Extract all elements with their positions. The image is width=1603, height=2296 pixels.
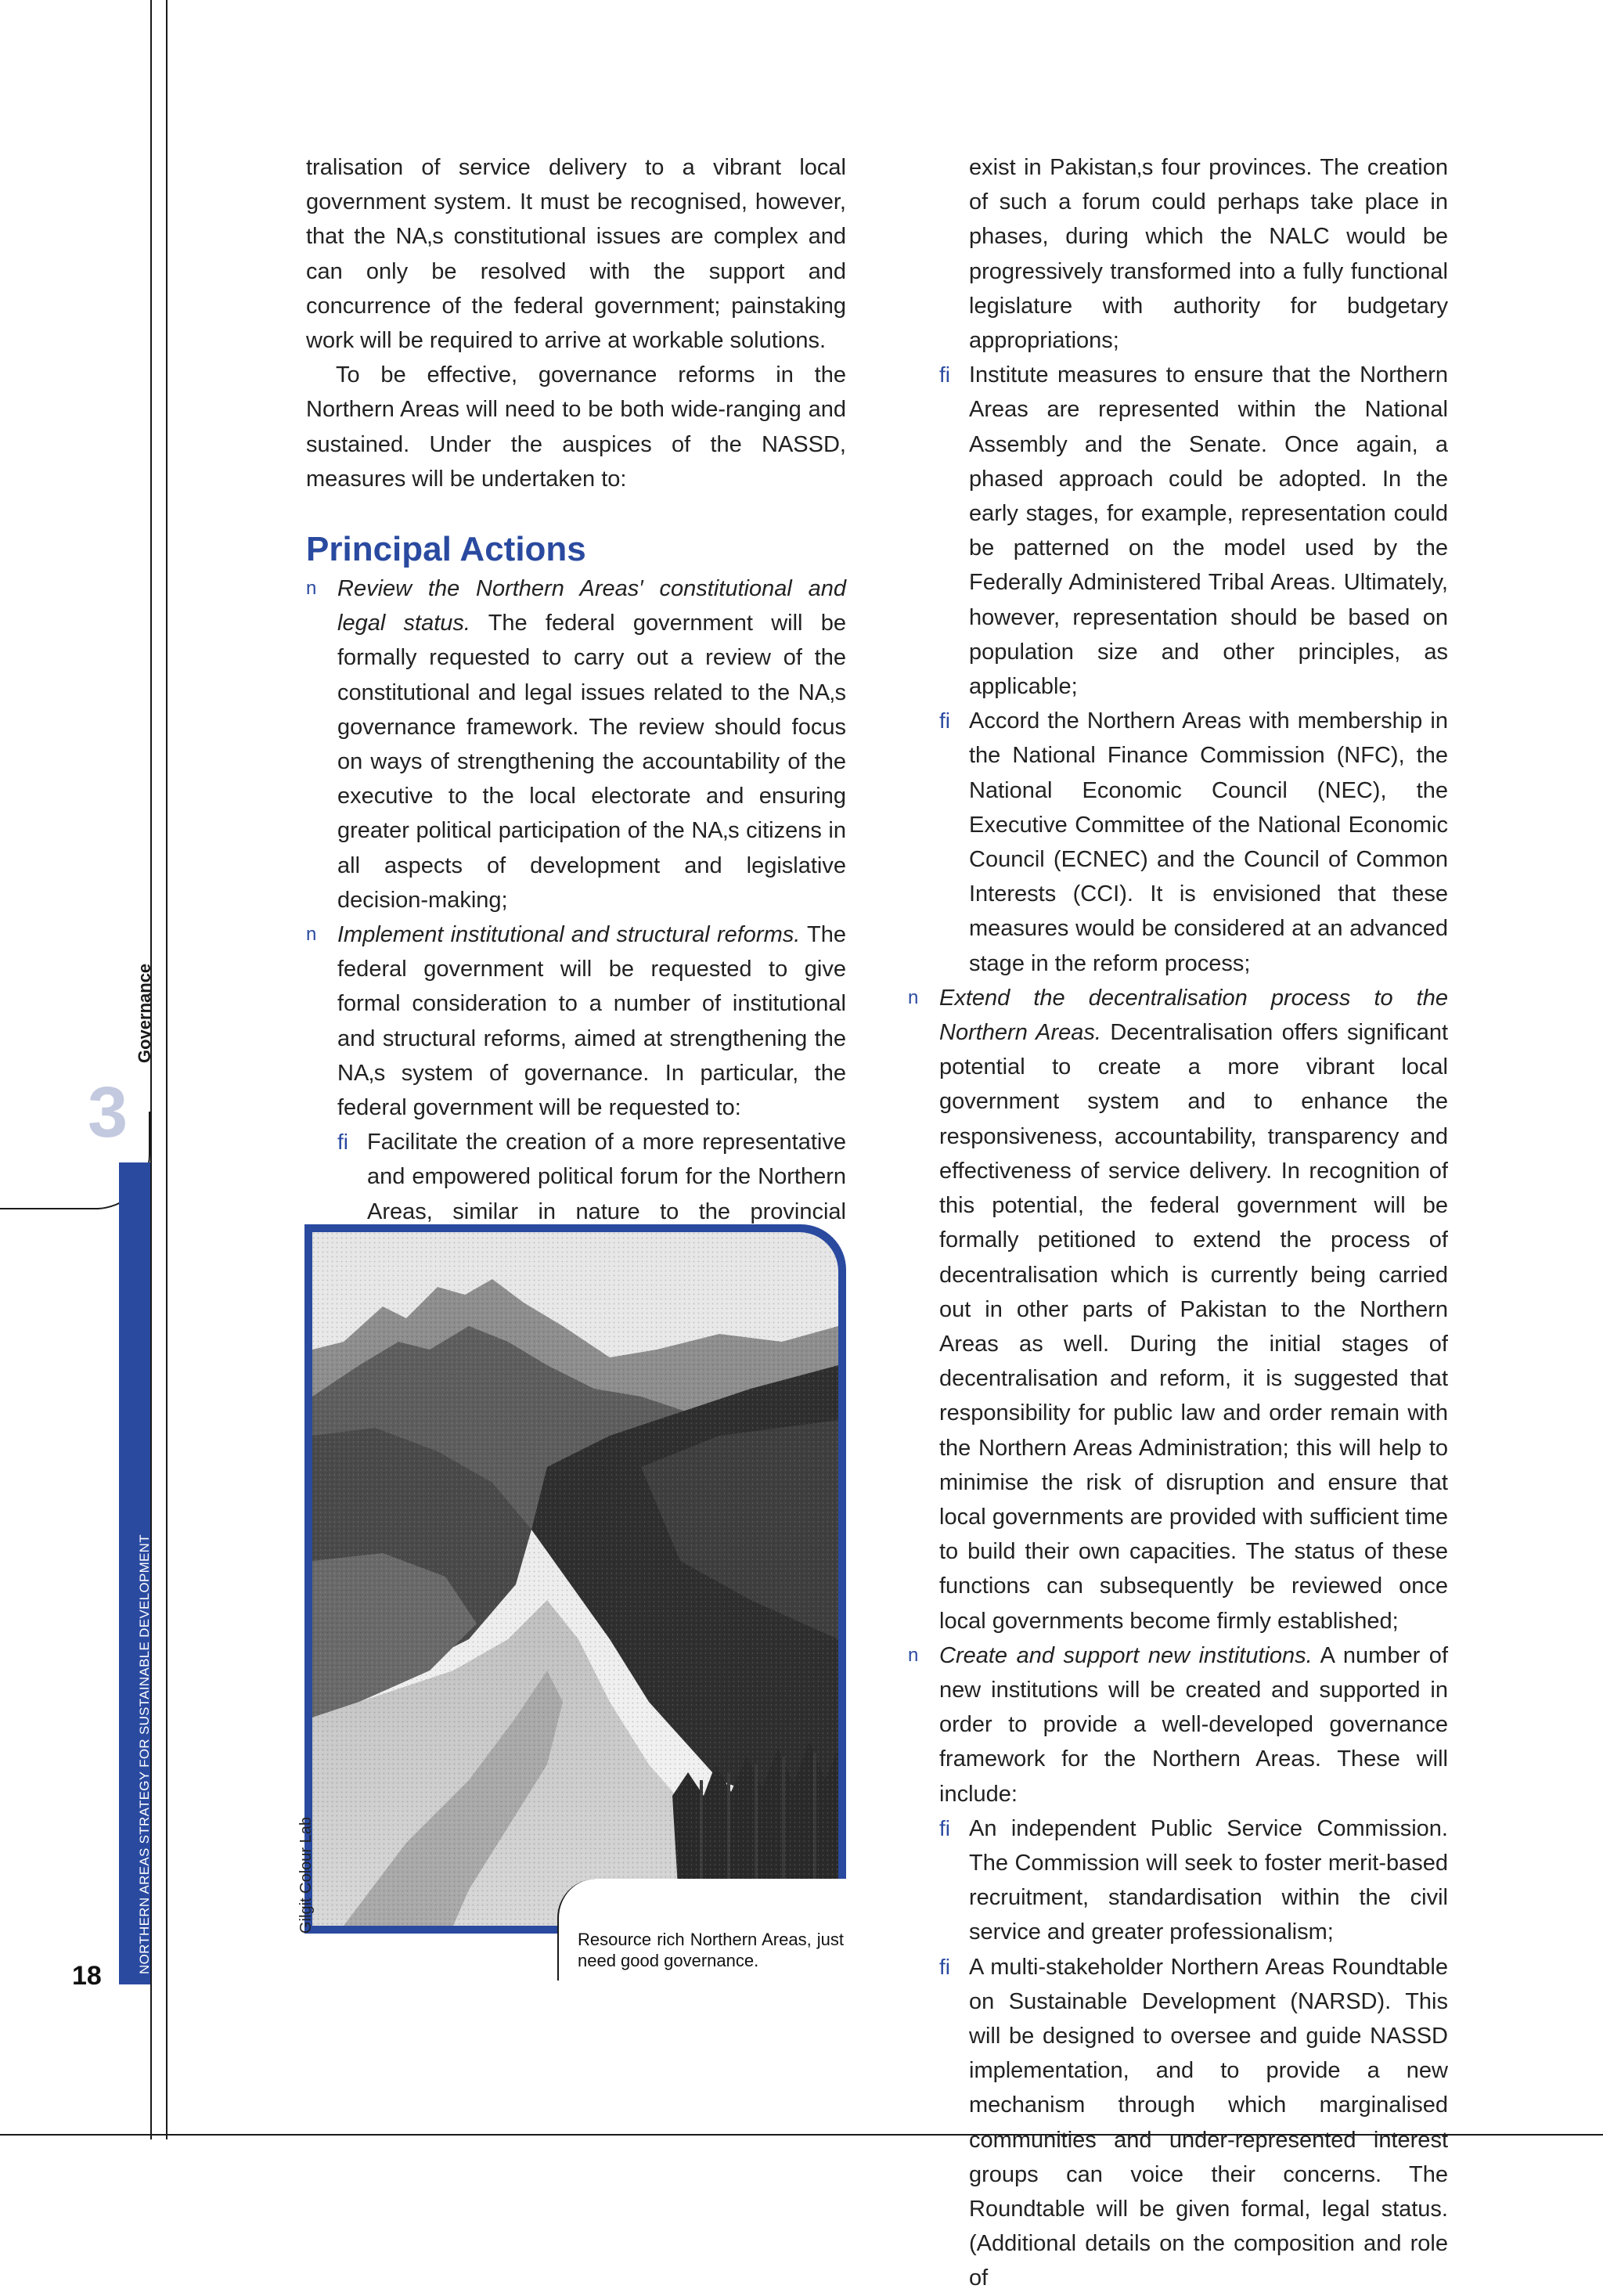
bullet-icon: n (908, 1644, 919, 1666)
list-item (908, 150, 1448, 981)
sub-list (939, 150, 1448, 981)
action-text: The federal government will be requested to give formal consideration to a number of institutional and structural reforms, aimed at strengthening the NA‚s system of governance. In particular, the federal government will be requested to: (337, 922, 846, 1121)
action-title: Implement institutional and structural reforms. (337, 922, 801, 948)
sub-list-item (939, 1950, 1448, 2296)
sub-item-text: exist in Pakistan‚s four provinces. The creation of such a forum could perhaps take place in phases, during which the NALC would be progressively transformed into a fully functional legislature with authority for budgetary appropriations; (969, 155, 1448, 354)
action-title: Create and support new institutions. (939, 1642, 1313, 1668)
right-column (908, 150, 1448, 2296)
sub-bullet-icon: fi (939, 1954, 950, 1979)
sub-bullet-icon: fi (939, 708, 950, 733)
sub-list-item (939, 1811, 1448, 1950)
principal-actions-list (306, 571, 846, 1263)
sub-bullet-icon: fi (337, 1130, 348, 1155)
action-text: The federal government will be formally requested to carry out a review of the constitutional and legal issues related to the NA‚s governance framework. The review should focus on ways of strengthening the accountability of the executive to the local electorate and ensuring greater political participation of the NA‚s citizens in all aspects of development and legislative decision-making; (337, 611, 846, 913)
sub-bullet-icon: fi (939, 1815, 950, 1840)
bullet-icon: n (306, 924, 317, 946)
chapter-number: 3 (88, 1072, 128, 1152)
sub-item-text: Accord the Northern Areas with membership in the National Finance Commission (NFC), the National Economic Council (NEC), the Executive Committee of the National Economic Council (ECNEC) and the Council of Common Interests (CCI). It is envisioned that these measures would be considered at an advanced stage in the reform process; (969, 708, 1448, 976)
list-item (306, 571, 846, 917)
publication-title: NORTHERN AREAS STRATEGY FOR SUSTAINABLE DEVELOPMENT (137, 1534, 152, 1974)
sub-bullet-icon: fi (939, 362, 950, 387)
action-text: A number of new institutions will be created and supported in order to provide a well-developed governance framework for the Northern Areas. These will include: (939, 1642, 1448, 1807)
continued-actions-list (908, 150, 1448, 2296)
bullet-icon: n (306, 578, 317, 600)
list-item (908, 1638, 1448, 2296)
action-title: Review the Northern Areas′ constitutional and legal status. (337, 576, 846, 636)
sub-list-item-continued (939, 150, 1448, 358)
sub-list (939, 1811, 1448, 2296)
sub-item-text: Facilitate the creation of a more representative and empowered political forum for the Northern Areas, similar in nature to the provincial (367, 1130, 846, 1224)
list-item (306, 917, 846, 1263)
sub-item-text: A multi-stakeholder Northern Areas Roundtable on Sustainable Development (NARSD). This will be designed to oversee and guide NASSD implementation, and to provide a new mechanism through which marginalised communities and under-represented interest groups can voice their concerns. The Roundtable will be given formal, legal status. (Additional details on the composition and role of (969, 1954, 1448, 2291)
mountain-valley-photo (312, 1232, 838, 1926)
paragraph: To be effective, governance reforms in the Northern Areas will need to be both wide-ranging and sustained. Under the auspices of the NASSD, measures will be undertaken to: (306, 362, 846, 492)
bullet-icon: n (908, 986, 919, 1008)
chapter-title: Governance (135, 963, 154, 1063)
page-number: 18 (72, 1961, 102, 1991)
list-item (908, 981, 1448, 1638)
margin-rule-inner (166, 0, 168, 2139)
left-column (306, 150, 846, 1263)
photo-credit: Gilgit Colour Lab (297, 1817, 315, 1934)
sub-item-text: Institute measures to ensure that the Northern Areas are represented within the National Assembly and the Senate. Once again, a phased approach could be adopted. In the early stages, for example, representation could be patterned on the model used by the Federally Administered Tribal Areas. Ultimately, however, representation should be based on population size and other principles, as applicable; (969, 362, 1448, 700)
photo-frame (304, 1224, 846, 1934)
sub-item-text: An independent Public Service Commission. The Commission will seek to foster merit-based recruitment, standardisation within the civil service and greater professionalism; (969, 1815, 1448, 1945)
action-text: Decentralisation offers significant potential to create a more vibrant local government system and to enhance the responsiveness, accountability, transparency and effectiveness of service delivery. In recognition of this potential, the federal government will be formally petitioned to extend the process of decentralisation which is currently being carried out in other parts of Pakistan to the Northern Areas as well. During the initial stages of decentralisation and reform, it is suggested that responsibility for public law and order remain with the Northern Areas Administration; this will help to minimise the risk of disruption and ensure that local governments are provided with sufficient time to build their own capacities. The status of these functions can subsequently be reviewed once local governments become firmly established; (939, 1020, 1449, 1634)
section-heading: Principal Actions (306, 530, 586, 569)
action-title: Extend the decentralisation process to the Northern Areas. (939, 985, 1448, 1046)
photo-caption: Resource rich Northern Areas, just need good governance. (578, 1930, 844, 1970)
paragraph: tralisation of service delivery to a vibrant local government system. It must be recognised, however, that the NA‚s constitutional issues are complex and can only be resolved with the support and concurrence of the federal government; painstaking work will be required to arrive at workable solutions. (306, 155, 846, 354)
sub-list-item (939, 704, 1448, 981)
landscape-image (312, 1232, 838, 1926)
sub-list-item (939, 358, 1448, 704)
